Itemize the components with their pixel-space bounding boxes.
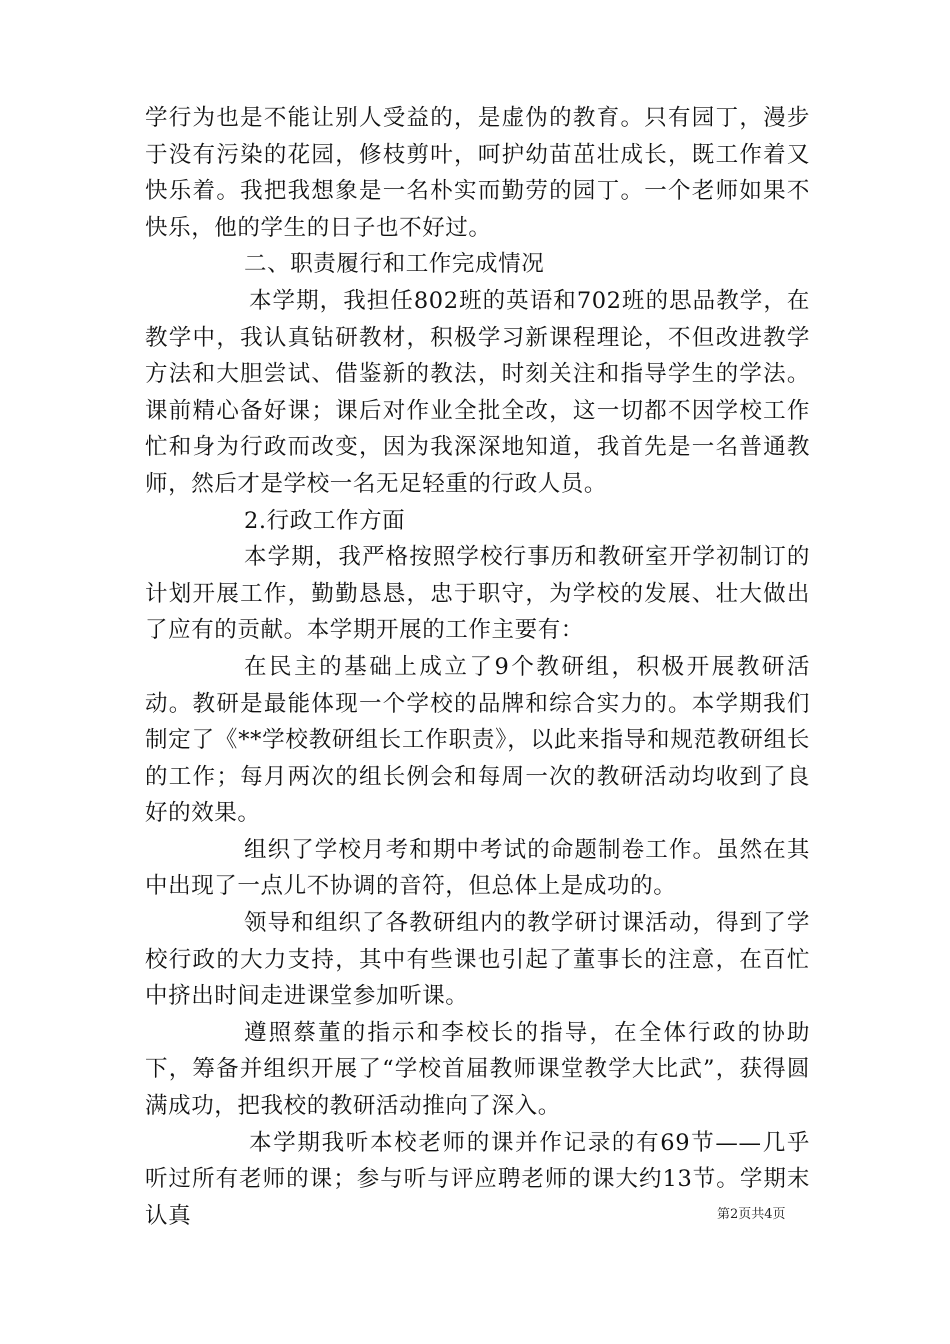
paragraph-teaching: 本学期，我担任802班的英语和702班的思品教学，在教学中，我认真钻研教材，积极学习新课程理论，不但改进教学方法和大胆尝试、借鉴新的教法，时刻关注和指导学生的学法。课前精心备好课；课后对作业全批全改，这一切都不因学校工作忙和身为行政而改变，因为我深深地知道，我首先是一名普通教师，然后才是学校一名无足轻重的行政人员。 (145, 287, 810, 497)
section-heading-administration: 2.行政工作方面 (244, 507, 406, 534)
paragraph-exams: 组织了学校月考和期中考试的命题制卷工作。虽然在其中出现了一点儿不协调的音符，但总体上是成功的。 (145, 836, 810, 900)
paragraph-teaching-contest: 遵照蔡董的指示和李校长的指导，在全体行政的协助下，筹备并组织开展了“学校首届教师课堂教学大比武”，获得圆满成功，把我校的教研活动推向了深入。 (145, 1019, 810, 1120)
paragraph-lesson-observation: 本学期我听本校老师的课并作记录的有69节——几乎听过所有老师的课；参与听与评应聘老师的课大约13节。学期末认真 (145, 1129, 810, 1229)
document-body (145, 100, 810, 1234)
page-number-footer: 第2页共4页 (717, 1207, 786, 1222)
paragraph-admin-plan: 本学期，我严格按照学校行事历和教研室开学初制订的计划开展工作，勤勤恳恳，忠于职守，为学校的发展、壮大做出了应有的贡献。本学期开展的工作主要有： (145, 544, 810, 644)
paragraph-seminar-lessons: 领导和组织了各教研组内的教学研讨课活动，得到了学校行政的大力支持，其中有些课也引起了董事长的注意，在百忙中挤出时间走进课堂参加听课。 (145, 910, 810, 1010)
paragraph-gardener: 学行为也是不能让别人受益的，是虚伪的教育。只有园丁，漫步于没有污染的花园，修枝剪叶，呵护幼苗茁壮成长，既工作着又快乐着。我把我想象是一名朴实而勤劳的园丁。一个老师如果不快乐，他的学生的日子也不好过。 (145, 105, 810, 241)
section-heading-duties: 二、职责履行和工作完成情况 (244, 251, 545, 278)
paragraph-research-groups: 在民主的基础上成立了9个教研组，积极开展教研活动。教研是最能体现一个学校的品牌和综合实力的。本学期我们制定了《**学校教研组长工作职责》，以此来指导和规范教研组长的工作；每月两次的组长例会和每周一次的教研活动均收到了良好的效果。 (145, 653, 810, 827)
